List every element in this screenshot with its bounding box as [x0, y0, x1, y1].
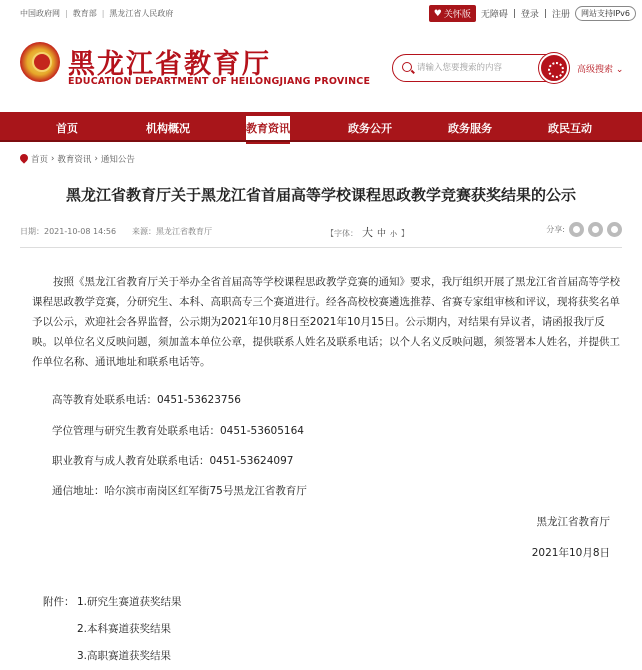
contact-vocational-education: 职业教育与成人教育处联系电话：0451-53624097	[52, 455, 294, 467]
location-pin-icon	[20, 154, 28, 164]
attachment-link[interactable]: 1.研究生赛道获奖结果	[77, 596, 182, 608]
link-moe[interactable]: 教育部	[72, 9, 97, 18]
login-link[interactable]: 登录	[520, 10, 539, 20]
nav-home[interactable]: 首页	[56, 122, 78, 135]
publish-date: 日期：2021-10-08 14:56	[20, 227, 117, 236]
contact-higher-education: 高等教育处联系电话：0451-53623756	[52, 394, 241, 406]
top-bar	[0, 0, 642, 28]
breadcrumb-home[interactable]: 首页	[31, 155, 49, 165]
site-title[interactable]: 黑龙江省教育厅	[68, 49, 271, 80]
top-right-links	[429, 5, 636, 22]
link-gov-cn[interactable]: 中国政府网	[20, 9, 60, 18]
ipv6-badge: 网站支持IPv6	[575, 6, 636, 21]
heart-icon: ♥	[433, 8, 442, 19]
separator: |	[543, 8, 547, 19]
chevron-down-icon: ⌄	[615, 65, 624, 75]
font-size-medium[interactable]: 中	[377, 229, 387, 239]
separator: |	[512, 8, 516, 19]
link-hlj-gov[interactable]: 黑龙江省人民政府	[109, 9, 174, 18]
article-source: 来源：黑龙江省教育厅	[132, 227, 212, 236]
font-size-small[interactable]: 小	[390, 230, 398, 238]
nav-government-affairs[interactable]: 政务公开	[348, 122, 392, 135]
breadcrumb	[20, 153, 135, 165]
search-icon	[402, 62, 412, 72]
divider	[20, 247, 622, 248]
mailing-address: 通信地址：哈尔滨市南岗区红军街75号黑龙江省教育厅	[52, 485, 307, 497]
advanced-search-link[interactable]	[577, 62, 623, 75]
share-bar	[546, 222, 622, 237]
separator: |	[101, 9, 105, 18]
nav-interaction[interactable]: 政民互动	[548, 122, 592, 135]
nav-about[interactable]: 机构概况	[146, 122, 190, 135]
separator: |	[65, 9, 68, 18]
share-qq-icon[interactable]	[588, 222, 603, 237]
nav-government-services[interactable]: 政务服务	[448, 122, 492, 135]
site-subtitle: EDUCATION DEPARTMENT OF HEILONGJIANG PROVINCE	[68, 76, 371, 87]
care-mode-button[interactable]	[429, 5, 476, 22]
attachments-label: 附件：	[43, 596, 75, 608]
signature-date: 2021年10月8日	[531, 547, 610, 559]
site-header	[0, 30, 642, 110]
article-meta	[20, 226, 622, 238]
attachment-link[interactable]: 2.本科赛道获奖结果	[77, 623, 172, 635]
font-size-label: 【字体：	[326, 229, 358, 238]
search-button[interactable]	[539, 53, 569, 83]
breadcrumb-notices[interactable]: 通知公告	[100, 155, 135, 165]
search-input[interactable]	[417, 60, 537, 76]
signature: 黑龙江省教育厅	[536, 516, 610, 528]
main-nav	[0, 112, 642, 142]
font-size-close: 】	[401, 229, 410, 238]
share-label: 分享:	[546, 225, 565, 234]
breadcrumb-separator: ›	[94, 154, 98, 164]
breadcrumb-news[interactable]: 教育资讯	[57, 155, 92, 165]
search-box	[392, 54, 568, 82]
register-link[interactable]: 注册	[551, 10, 570, 20]
attachment-link[interactable]: 3.高职赛道获奖结果	[77, 650, 172, 662]
share-wechat-icon[interactable]	[607, 222, 622, 237]
article-paragraph: 按照《黑龙江省教育厅关于举办全省首届高等学校课程思政教学竞赛的通知》要求，我厅组织开展了黑龙江省首届高等学校课程思政教学竞赛，分研究生、本科、高职高专三个赛道进行。经各高校校赛遴选推荐、省赛专家组审核和评议，现将获奖名单予以公示，欢迎社会各界监督，公示期为2021年10月8日至2021年10月15日。公示期内，对结果有异议者，请函报我厅反映。以单位名义反映问题，须加盖本单位公章，提供联系人姓名及联系电话；以个人名义反映问题，须签署本人姓名，并提供工作单位名称、通讯地址和联系电话等。	[32, 276, 620, 368]
contact-graduate-education: 学位管理与研究生教育处联系电话：0451-53605164	[52, 425, 304, 437]
font-size-large[interactable]: 大	[362, 226, 373, 239]
font-size-controls	[326, 224, 409, 240]
accessibility-link[interactable]: 无障碍	[480, 10, 508, 20]
advanced-search-label: 高级搜索	[577, 65, 614, 75]
breadcrumb-separator: ›	[51, 154, 55, 164]
national-emblem-icon	[20, 42, 60, 82]
care-mode-label: 关怀版	[443, 10, 471, 20]
top-links	[20, 8, 173, 19]
nav-news[interactable]: 教育资讯	[246, 116, 290, 140]
article-title: 黑龙江省教育厅关于黑龙江省首届高等学校课程思政教学竞赛获奖结果的公示	[65, 186, 576, 204]
share-weibo-icon[interactable]	[569, 222, 584, 237]
